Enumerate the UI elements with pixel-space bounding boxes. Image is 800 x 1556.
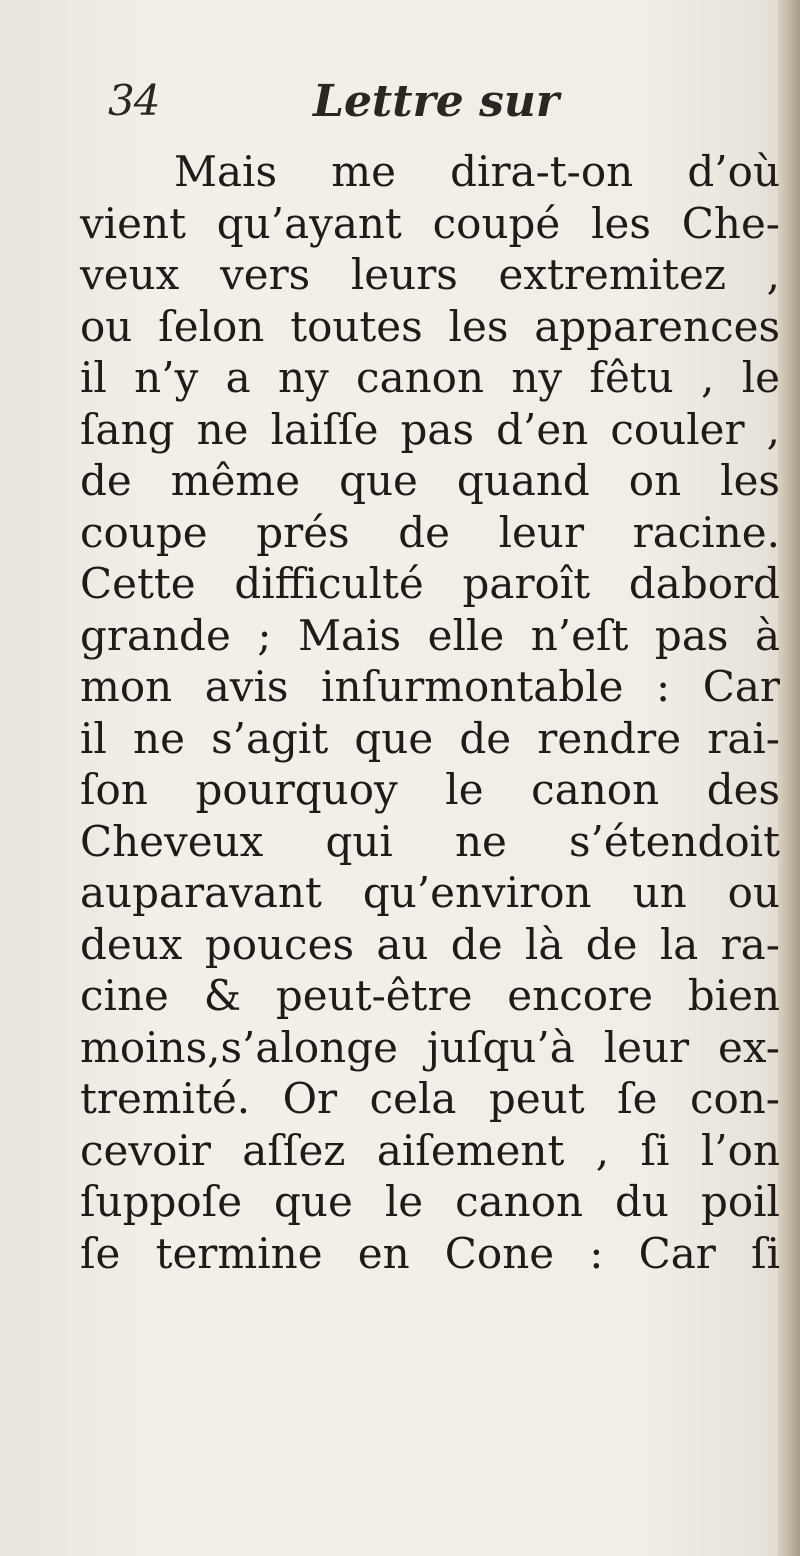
text-line: veux vers leurs extremitez , [80,250,780,299]
text-line: ſe termine en Cone : Car ſi [80,1228,780,1278]
page-header [108,76,608,136]
body-text [80,146,780,1279]
text-line: moins,s’alonge juſqu’à leur ex- [80,1022,780,1072]
text-line: vient qu’ayant coupé les Che- [80,198,780,248]
text-line: ſang ne laiſſe pas d’en couler , [80,404,780,454]
text-line: tremité. Or cela peut ſe con- [80,1074,780,1123]
text-line: ſuppoſe que le canon du poil [80,1177,780,1226]
text-line: coupe prés de leur racine. [80,507,780,557]
text-line: cevoir aſſez aiſement , ſi l’on [80,1125,780,1175]
text-line: il ne s’agit que de rendre rai- [80,713,780,763]
text-line: Mais me dira-t-on d’où [174,147,780,196]
text-line: grande ; Mais elle n’eſt pas à [80,610,780,660]
text-line: il n’y a ny canon ny fêtu , le [80,353,780,402]
text-line: ou ſelon toutes les apparences [80,301,780,351]
text-line: Cette difficulté paroît dabord [80,559,780,608]
text-line: Cheveux qui ne s’étendoit [80,816,780,866]
text-line: auparavant qu’environ un ou [80,868,780,917]
text-line: deux pouces au de là de la ra- [80,919,780,969]
text-line: cine & peut-être encore bien [80,971,780,1020]
page-number: 34 [108,76,160,125]
running-head: Lettre sur [313,76,560,127]
page-edge-shadow [778,0,800,1556]
text-line: de même que quand on les [80,456,780,505]
text-line: ſon pourquoy le canon des [80,765,780,814]
text-line: mon avis inſurmontable : Car [80,662,780,711]
